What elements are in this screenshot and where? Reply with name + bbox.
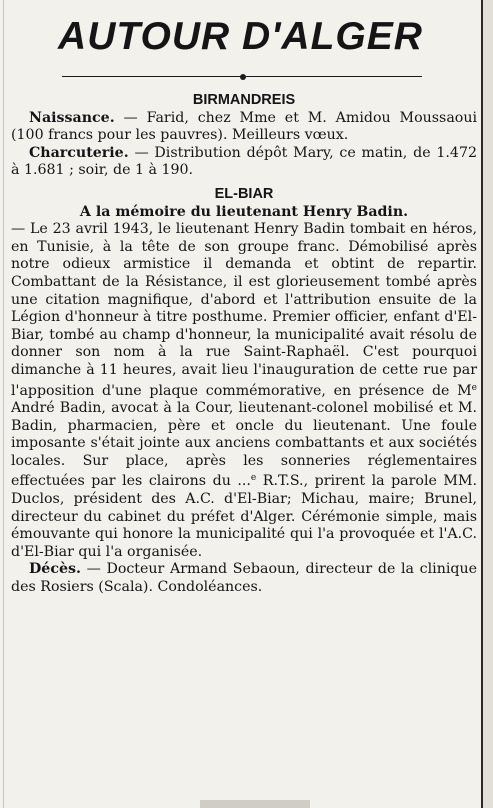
naissance-text: — Farid, chez Mme et M. Amidou Moussaoui (100 francs pour les pauvres). Meilleurs vœux.	[11, 109, 477, 144]
deces-lead: Décès.	[29, 561, 81, 578]
heading-el-biar: EL-BIAR	[214, 185, 274, 202]
badin-text-1: — Le 23 avril 1943, le lieutenant Henry Badin tombait en héros, en Tunisie, à la tête de son groupe franc. Démobilisé après notre odieux armistice il demanda et obtint de repartir. Combattant de la Résistance, il est glorieusement tombé après une citation magnifique, d'abord et l'attribution ensuite de la Légion d'honneur à titre posthume. Premier officier, enfant d'El-Biar, tombé au champ d'honneur, la municipalité avait résolu de donner son nom à la rue Saint-Raphaël. C'est pourquoi dimanche à 11 heures, avait lieu l'inauguration de cette rue par l'apposition d'une plaque commémorative, en présence de M	[11, 221, 477, 399]
deces-text: — Docteur Armand Sebaoun, directeur de la clinique des Rosiers (Scala). Condoléances.	[11, 561, 477, 596]
charcuterie-text: — Distribution dépôt Mary, ce matin, de 1.472 à 1.681 ; soir, de 1 à 190.	[11, 144, 477, 179]
adjacent-column-strip	[483, 0, 493, 808]
badin-text-3: R.T.S., prirent la parole MM. Duclos, président des A.C. d'El-Biar; Michau, maire; Brunel, directeur du cabinet du préfet d'Alger. Cérémonie simple, mais émouvante qui honore la municipalité qui l'a provoquée et l'A.C. d'El-Biar qui l'a organisée.	[11, 473, 477, 560]
naissance-lead: Naissance.	[29, 109, 115, 126]
charcuterie-lead: Charcuterie.	[29, 144, 129, 161]
subheading-henry-badin: A la mémoire du lieutenant Henry Badin.	[79, 203, 409, 220]
badin-superscript-2: e	[250, 473, 257, 484]
naissance-paragraph	[11, 110, 477, 145]
title-ornament-dot	[240, 74, 246, 80]
article-column	[11, 92, 477, 597]
section-title: AUTOUR D'ALGER	[58, 15, 423, 58]
badin-paragraph	[11, 221, 477, 561]
left-column-rule	[3, 0, 4, 808]
cropped-next-heading	[200, 800, 310, 808]
badin-text-2: André Badin, avocat à la Cour, lieutenant-colonel mobilisé et M. Badin, pharmacien, père et oncle du lieutenant. Une foule imposante s'était jointe aux anciens combattants et aux sociétés locales. Sur place, après les sonneries réglementaires effectuées par les clairons du ...	[11, 400, 477, 490]
badin-superscript-1: e	[471, 382, 477, 393]
charcuterie-paragraph	[11, 145, 477, 180]
heading-birmandreis: BIRMANDREIS	[192, 92, 296, 108]
deces-paragraph	[11, 561, 477, 596]
